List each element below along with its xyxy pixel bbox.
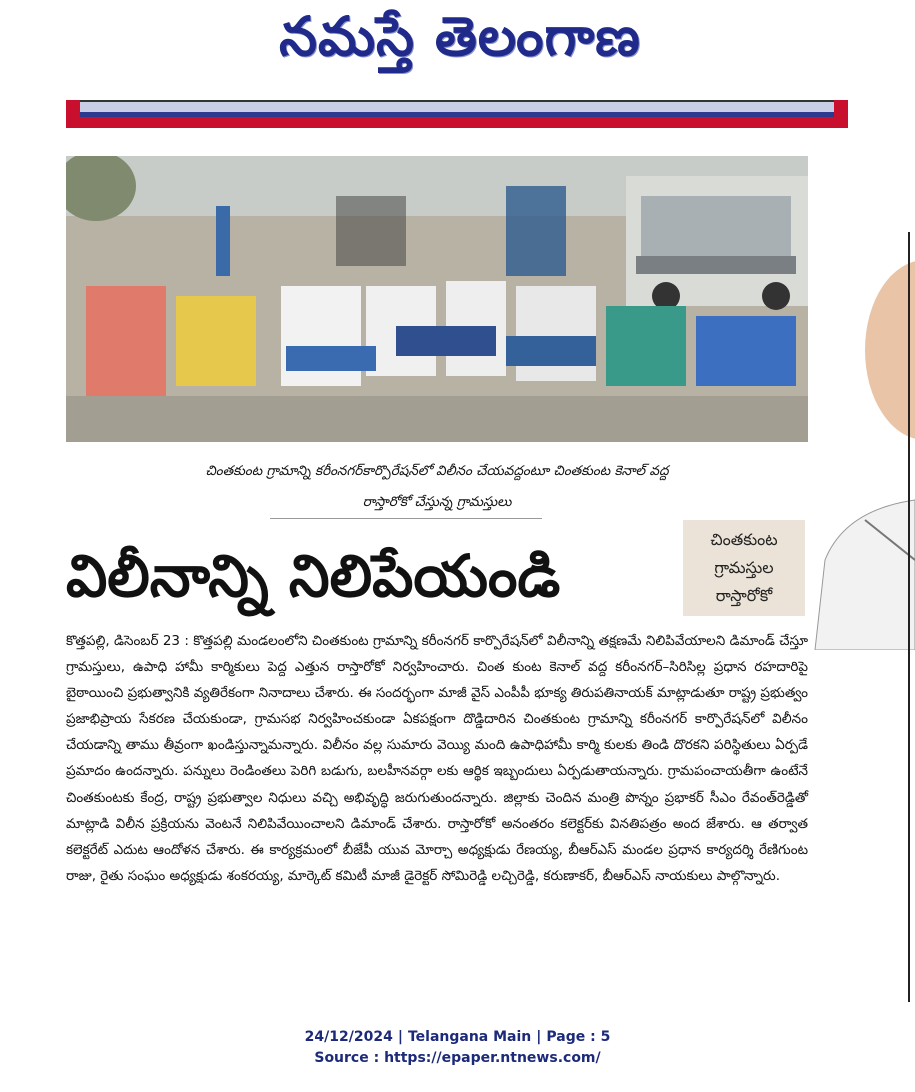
footer-edition: Telangana Main [407,1029,532,1045]
footer-info-line: 24/12/2024 | Telangana Main | Page : 5 [304,1029,611,1045]
photo-caption [66,456,808,518]
footer-date: 24/12/2024 [304,1029,393,1045]
footer-source[interactable]: Source : https://epaper.ntnews.com/ [314,1050,601,1066]
kicker-box [683,520,805,616]
dateline: కొత్తపల్లి, డిసెంబర్ 23 : [66,633,189,649]
column-divider [908,232,910,1002]
kicker-line-1: చింతకుంట [710,530,778,549]
adjacent-article-photo [805,230,915,650]
footer-page: Page : 5 [546,1029,611,1045]
masthead-band [66,100,848,130]
headline: విలీనాన్ని నిలిపేయండి [66,542,561,610]
masthead-logo: నమస్తే తెలంగాణ [279,4,641,68]
caption-line-2: రాస్తారోకో చేస్తున్న గ్రామస్తులు [362,494,512,510]
news-photo-icon [66,156,808,442]
article-body [66,628,808,889]
news-photo [66,156,808,442]
kicker-line-2: గ్రామస్తుల [714,558,774,577]
page-footer [0,1027,915,1069]
caption-line-1: చింతకుంట గ్రామాన్ని కరీంనగర్‌కార్పొరేషన్‌లో విలీనం చేయవద్దంటూ చింతకుంట కెనాల్ వద్ద [205,463,669,479]
kicker-line-3: రాస్తారోకో [715,586,773,605]
caption-underline [270,518,542,519]
article-text: కొత్తపల్లి మండలంలోని చింతకుంట గ్రామాన్ని కరీంనగర్ కార్పొరేషన్‌లో విలీనాన్ని తక్షణమే నిలిపివేయాలని డిమాండ్ చేస్తూ గ్రామస్తులు, ఉపాధి హామీ కార్మికులు పెద్ద ఎత్తున రాస్తారోకో నిర్వహించారు. చింత కుంట కెనాల్ వద్ద కరీంనగర్–సిరిసిల్ల ప్రధాన రహదారిపై బైఠాయించి ప్రభుత్వానికి వ్యతిరేకంగా నినాదాలు చేశారు. ఈ సందర్భంగా మాజీ వైస్ ఎంపీపీ భూక్య తిరుపతినాయక్ మాట్లాడుతూ రాష్ట్ర ప్రభుత్వం ప్రజాభిప్రాయ సేకరణ చేయకుండా, గ్రామసభ నిర్వహించకుండా ఏకపక్షంగా దొడ్డిదారిన చింతకుంట గ్రామాన్ని కరీంనగర్ కార్పొరేషన్‌లో విలీనం చేయడాన్ని తాము తీవ్రంగా ఖండిస్తున్నామన్నారు. విలీనం వల్ల సుమారు వెయ్యి మంది ఉపాధిహామీ కార్మి కులకు తిండి దొరకని పరిస్థితులు ఏర్పడే ప్రమాదం ఉందన్నారు. పన్నులు రెండింతలు పెరిగి బడుగు, బలహీనవర్గా లకు ఆర్థిక ఇబ్బందులు ఏర్పడుతాయన్నారు. గ్రామపంచాయతీగా ఉంటేనే చింతకుంటకు కేంద్ర, రాష్ట్ర ప్రభుత్వాల నిధులు వచ్చి అభివృద్ధి జరుగుతుందన్నారు. జిల్లాకు చెందిన మంత్రి పొన్నం ప్రభాకర్ సీఎం రేవంత్‌రెడ్డితో మాట్లాడి విలీన ప్రక్రియను వెంటనే నిలిపివేయించాలని డిమాండ్ చేశారు. రాస్తారోకో అనంతరం కలెక్టర్‌కు వినతిపత్రం అంద జేశారు. ఆ తర్వాత కలెక్టరేట్ ఎదుట ఆందోళన చేశారు. ఈ కార్యక్రమంలో బీజేపీ యువ మోర్చా అధ్యక్షుడు రేణయ్య, బీఆర్ఎస్ మండల ప్రధాన కార్యదర్శి రేణిగుంట రాజు, రైతు సంఘం అధ్యక్షుడు శంకరయ్య, మార్కెట్ కమిటీ మాజీ డైరెక్టర్ సోమిరెడ్డి లచ్చిరెడ్డి, కరుణాకర్, బీఆర్ఎస్ నాయకులు పాల్గొన్నారు. [66,633,808,884]
